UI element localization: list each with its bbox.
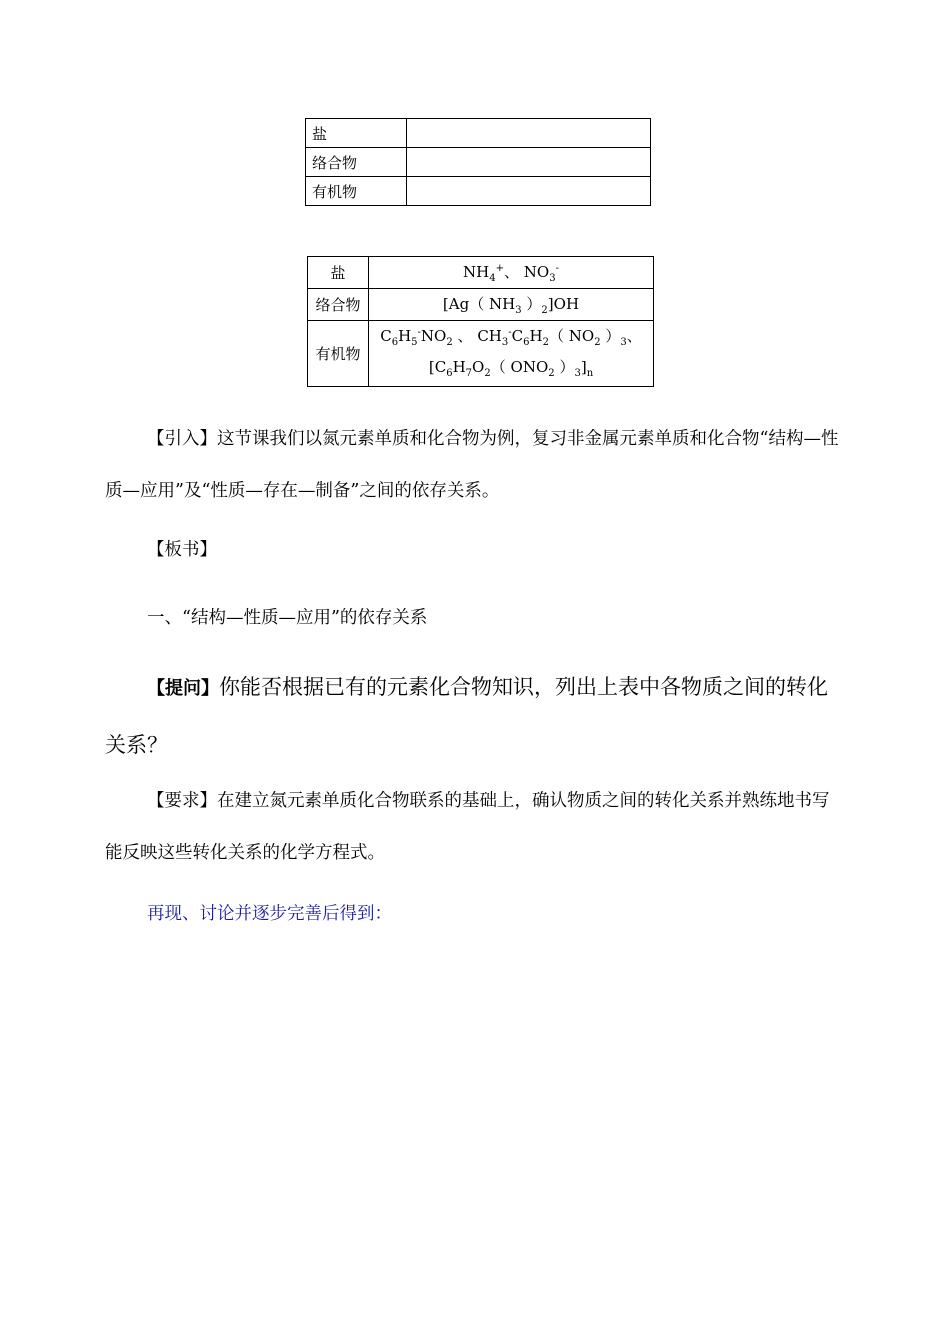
row-label: 有机物 [308,321,369,387]
intro-tag: 【引入】 [147,429,217,449]
formula-line: $C_6H_5^-NO_2$ 、 $CH_3^-C_6H_2$（ $NO_2$ ）$_3$、 [380,327,642,348]
question-text: 你能否根据已有的元素化合物知识，列出上表中各物质之间的转化关系？ [105,675,828,757]
formula-cell [369,321,654,387]
row-label: 有机物 [306,177,407,206]
table-row [306,177,651,206]
table-row [308,289,654,321]
table-row [306,148,651,177]
question-paragraph [105,659,845,773]
formula-cell: [Ag（ $NH_3$ ）$_2]OH$ [369,289,654,321]
result-lead-in: 再现、讨论并逐步完善后得到： [147,904,392,924]
empty-substance-table [305,118,651,206]
requirement-text: 在建立氮元素单质化合物联系的基础上，确认物质之间的转化关系并熟练地书写能反映这些转化关系的化学方程式。 [105,791,830,863]
table-row [306,119,651,148]
row-value [407,148,651,177]
row-value [407,177,651,206]
table-row [308,257,654,289]
board-label: 【板书】 [147,540,217,560]
intro-paragraph [105,413,845,517]
question-tag: 【提问】 [147,678,219,699]
row-label: 络合物 [308,289,369,321]
row-label: 盐 [308,257,369,289]
intro-text: 这节课我们以氮元素单质和化合物为例，复习非金属元素单质和化合物“结构—性质—应用”及“性质—存在—制备”之间的依存关系。 [105,429,839,501]
row-value [407,119,651,148]
row-label: 络合物 [306,148,407,177]
table-row [308,321,654,387]
filled-substance-table [307,256,654,387]
formula-cell: $NH_4^+$、 $NO_3^-$ [369,257,654,289]
row-label: 盐 [306,119,407,148]
formula-line: [$C_6H_7O_2$（ $ONO_2$ ）$_3]_n$ [428,358,594,379]
section-heading: 一、“结构—性质—应用”的依存关系 [147,608,428,628]
requirement-paragraph [105,775,845,879]
requirement-tag: 【要求】 [147,791,217,811]
